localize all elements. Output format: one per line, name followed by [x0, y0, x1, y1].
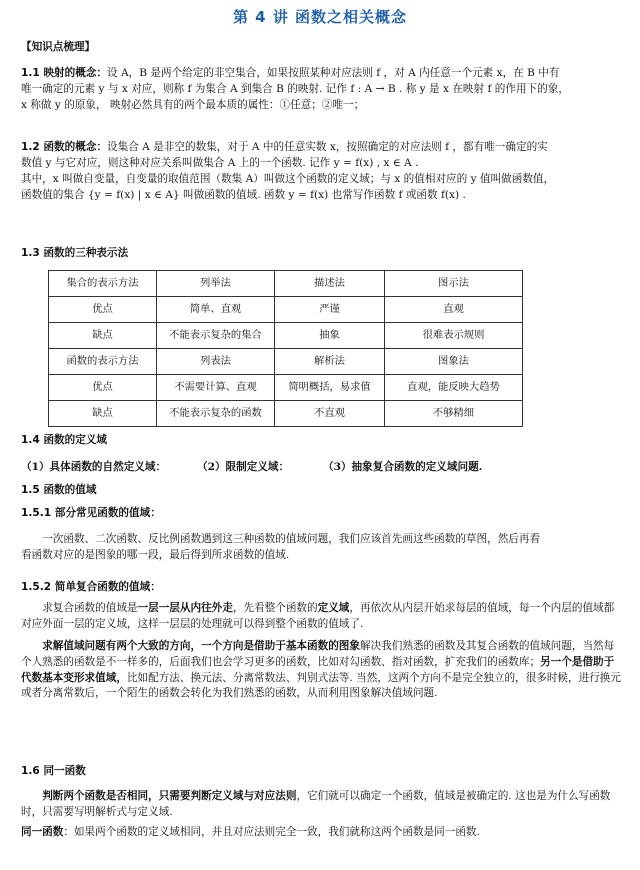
section-1-1-line-2: 唯一确定的元素 y 与 x 对应，则称 f 为集合 A 到集合 B 的映射. 记作 f : A → B . 称 y 是 x 在映射 f 的作用下的象， [21, 82, 569, 95]
section-1-5-2-heading: 1.5.2 简单复合函数的值域： [21, 581, 161, 593]
table-cell: 严谨 [275, 297, 385, 323]
emphasis-text: 定义域 [317, 602, 350, 614]
table-cell: 很难表示规则 [385, 323, 523, 349]
section-1-2 [21, 140, 623, 204]
domain-item-restricted: （2）限制定义域： [197, 461, 290, 473]
section-1-5-heading: 1.5 函数的值域 [21, 484, 97, 496]
table-cell: 函数的表示方法 [49, 349, 157, 375]
representation-table [48, 270, 523, 427]
section-1-1-line-3: x 称做 y 的原象， 映射必然具有的两个最本质的属性：①任意；②唯一； [21, 98, 365, 111]
section-1-2-line-3: 其中，x 叫做自变量，自变量的取值范围（数集 A）叫做这个函数的定义域；与 x 的值相对应的 y 值叫做函数值， [21, 172, 555, 185]
section-1-2-heading: 1.2 函数的概念： [21, 141, 108, 153]
table-row [49, 375, 523, 401]
table-cell: 不够精细 [385, 401, 523, 427]
table-cell: 图象法 [385, 349, 523, 375]
text-run: ，它们就可以确定一个函数，值域是被确定的. 这也是为什么写函数时，只需要写明解析式与定义域. [21, 790, 611, 818]
emphasis-text: 一层一层从内往外走 [137, 602, 233, 614]
section-1-3-heading: 1.3 函数的三种表示法 [21, 247, 129, 259]
table-cell: 不直观 [275, 401, 385, 427]
page-title: 第 4 讲 函数之相关概念 [232, 8, 408, 26]
table-cell: 优点 [49, 297, 157, 323]
emphasis-text: 同一函数 [21, 825, 64, 838]
section-1-4-items [21, 460, 623, 476]
table-cell: 直观，能反映大趋势 [385, 375, 523, 401]
table-cell: 不需要计算、直观 [157, 375, 275, 401]
table-cell: 简明概括，易求值 [275, 375, 385, 401]
table-row [49, 349, 523, 375]
text-run: 比如配方法、换元法、分离常数法、判别式法等. 当然，这两个方向不是完全独立的，很多时候，进行换元或者分离常数后，一个陌生的函数会转化为我们熟悉的函数，从而利用图象解决值域问题. [21, 671, 621, 700]
section-1-5-1-line-1: 一次函数、二次函数、反比例函数遇到这三种函数的值域问题，我们应该首先画这些函数的草图，然后再看 [42, 533, 541, 545]
emphasis-text: 判断两个函数是否相同，只需要判断定义域与对应法则 [42, 790, 297, 802]
section-1-6-para-2 [21, 825, 623, 841]
section-header: 【知识点梳理】 [21, 41, 96, 53]
text-run: ，再依次从内层开始求每层的值域，每一个内层的值域都对应外面一层的定义域，这样一层层的处理就可以得到整个函数的值域了. [21, 602, 615, 630]
section-1-2-line-2: 数值 y 与它对应，则这种对应关系叫做集合 A 上的一个函数. 记作 y = f(x) , x ∈ A . [21, 156, 419, 169]
section-1-5-2-para-1 [21, 601, 623, 633]
table-cell: 列表法 [157, 349, 275, 375]
table-cell: 直观 [385, 297, 523, 323]
section-1-4-heading: 1.4 函数的定义域 [21, 434, 108, 446]
table-row [49, 401, 523, 427]
section-1-5-1-line-2: 看函数对应的是图象的哪一段，最后得到所求函数的值域. [21, 548, 290, 561]
emphasis-text: 另一个是借助于代数基本变形求值域， [21, 655, 615, 684]
table-row [49, 297, 523, 323]
table-row [49, 323, 523, 349]
table-cell: 抽象 [275, 323, 385, 349]
domain-item-abstract: （3）抽象复合函数的定义域问题. [323, 461, 483, 473]
section-1-6-para-1 [21, 789, 623, 821]
section-1-1 [21, 66, 623, 114]
table-cell: 列举法 [157, 271, 275, 297]
section-1-5-2-para-2 [21, 639, 623, 703]
text-run: 解决我们熟悉的函数及其复合函数的值域问题，当然每个人熟悉的函数是不一样多的，后面我们也会学习更多的函数，比如对勾函数、指对函数，扩充我们的函数库； [21, 639, 615, 668]
table-cell: 缺点 [49, 401, 157, 427]
table-row [49, 271, 523, 297]
text-run: ，先看整个函数的 [232, 602, 318, 614]
table-cell: 解析法 [275, 349, 385, 375]
table-cell: 缺点 [49, 323, 157, 349]
section-1-1-line-1: 设 A，B 是两个给定的非空集合，如果按照某种对应法则 f ，对 A 内任意一个元素 x，在 B 中有 [107, 67, 560, 79]
table-cell: 描述法 [275, 271, 385, 297]
domain-item-natural: （1）具体函数的自然定义域： [21, 461, 167, 473]
table-cell: 集合的表示方法 [49, 271, 157, 297]
text-run: 求复合函数的值域是 [42, 602, 138, 614]
table-cell: 图示法 [385, 271, 523, 297]
table-cell: 简单、直观 [157, 297, 275, 323]
section-1-2-line-1: 设集合 A 是非空的数集，对于 A 中的任意实数 x，按照确定的对应法则 f ，都有唯一确定的实 [107, 141, 548, 153]
section-1-1-heading: 1.1 映射的概念： [21, 67, 108, 79]
emphasis-text: 求解值域问题有两个大致的方向，一个方向是借助于基本函数的图象 [42, 639, 360, 652]
table-cell: 不能表示复杂的函数 [157, 401, 275, 427]
table-cell: 不能表示复杂的集合 [157, 323, 275, 349]
section-1-5-1-heading: 1.5.1 部分常见函数的值域： [21, 507, 161, 519]
section-1-6-body [21, 789, 623, 841]
section-1-2-line-4: 函数值的集合 {y = f(x) | x ∈ A} 叫做函数的值域. 函数 y = f(x) 也常写作函数 f 或函数 f(x) . [21, 188, 466, 201]
text-run: ：如果两个函数的定义域相同，并且对应法则完全一致，我们就称这两个函数是同一函数. [63, 825, 480, 838]
section-1-5-2-body [21, 601, 623, 702]
section-1-5-1-body [21, 532, 623, 564]
table-cell: 优点 [49, 375, 157, 401]
section-1-6-heading: 1.6 同一函数 [21, 765, 86, 777]
